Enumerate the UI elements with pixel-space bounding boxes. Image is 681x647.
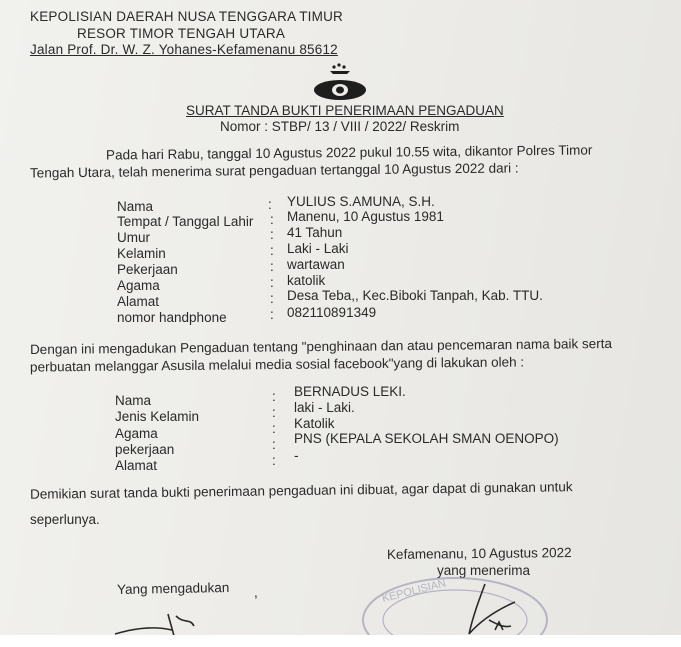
receiver-label: yang menerima bbox=[437, 563, 531, 578]
reported-religion-value: Katolik bbox=[294, 416, 335, 431]
colon: : bbox=[272, 453, 276, 468]
colon: : bbox=[270, 259, 274, 274]
receiver-signature-icon bbox=[445, 580, 535, 640]
reported-name-label: Nama bbox=[115, 393, 152, 408]
complainant-birth-label: Tempat / Tanggal Lahir bbox=[117, 214, 254, 229]
colon: : bbox=[268, 197, 272, 212]
colon: : bbox=[270, 212, 274, 227]
reported-address-value: - bbox=[294, 448, 299, 463]
colon: : bbox=[270, 307, 274, 322]
closing-line-1: Demikian surat tanda bukti penerimaan pengaduan ini dibuat, agar dapat di gunakan untuk bbox=[29, 479, 573, 502]
complainant-gender-label: Kelamin bbox=[117, 246, 166, 261]
intro-line-2: Tengah Utara, telah menerima surat pengaduan tertanggal 10 Agustus 2022 dari : bbox=[29, 160, 519, 181]
complainant-age-label: Umur bbox=[117, 230, 150, 245]
document-number: Nomor : STBP/ 13 / VIII / 2022/ Reskrim bbox=[220, 119, 460, 134]
colon: : bbox=[270, 291, 274, 306]
complainant-address-label: Alamat bbox=[117, 294, 160, 309]
colon: : bbox=[272, 421, 276, 436]
complaint-line-2: perbuatan melanggar Asusila melalui media sosial facebook"yang di lakukan oleh : bbox=[29, 354, 525, 375]
complainant-birth-value: Manenu, 10 Agustus 1981 bbox=[287, 209, 444, 224]
reported-gender-label: Jenis Kelamin bbox=[115, 409, 200, 424]
complainant-phone-value: 082110891349 bbox=[287, 305, 377, 320]
police-emblem-icon bbox=[312, 62, 368, 102]
colon: : bbox=[272, 437, 276, 452]
reported-gender-value: laki - Laki. bbox=[294, 400, 355, 415]
complainant-occupation-value: wartawan bbox=[287, 257, 345, 272]
complainant-gender-value: Laki - Laki bbox=[287, 241, 349, 256]
letterhead-line-1: KEPOLISIAN DAERAH NUSA TENGGARA TIMUR bbox=[30, 9, 343, 24]
complainant-age-value: 41 Tahun bbox=[287, 225, 343, 240]
complainant-name-label: Nama bbox=[117, 199, 154, 214]
complainant-phone-label: nomor handphone bbox=[117, 310, 227, 325]
reported-religion-label: Agama bbox=[115, 426, 158, 441]
complainant-occupation-label: Pekerjaan bbox=[117, 262, 178, 277]
document-title: SURAT TANDA BUKTI PENERIMAAN PENGADUAN bbox=[186, 103, 504, 118]
stamp-text: KEPOLISIAN bbox=[380, 577, 448, 605]
letterhead-line-2: RESOR TIMOR TENGAH UTARA bbox=[77, 26, 286, 41]
colon: : bbox=[270, 275, 274, 290]
complainant-address-value: Desa Teba,, Kec.Biboki Tanpah, Kab. TTU. bbox=[287, 288, 543, 303]
complainant-religion-label: Agama bbox=[117, 278, 160, 293]
colon: : bbox=[272, 405, 276, 420]
complainant-name-value: YULIUS S.AMUNA, S.H. bbox=[287, 194, 435, 209]
letterhead-address: Jalan Prof. Dr. W. Z. Yohanes-Kefamenanu 85612 bbox=[30, 42, 338, 57]
reported-name-value: BERNADUS LEKI. bbox=[294, 384, 406, 399]
complainant-religion-value: katolik bbox=[287, 273, 326, 288]
intro-line-1: Pada hari Rabu, tanggal 10 Agustus 2022 pukul 10.55 wita, dikantor Polres Timor bbox=[105, 142, 593, 163]
signature-place-date: Kefamenanu, 10 Agustus 2022 bbox=[386, 545, 572, 562]
complaint-line-1: Dengan ini mengadukan Pengaduan tentang "penghinaan dan atau pencemaran nama baik serta bbox=[29, 335, 613, 358]
reported-address-label: Alamat bbox=[115, 458, 158, 473]
reported-occupation-label: pekerjaan bbox=[115, 442, 175, 457]
reported-occupation-value: PNS (KEPALA SEKOLAH SMAN OENOPO) bbox=[294, 431, 559, 446]
colon: : bbox=[270, 243, 274, 258]
complainant-signature-label: Yang mengadukan bbox=[116, 580, 230, 597]
colon: : bbox=[272, 389, 276, 404]
bottom-edge bbox=[0, 635, 681, 647]
closing-line-2: seperlunya. bbox=[30, 512, 100, 527]
separator-comma: , bbox=[254, 585, 258, 600]
colon: : bbox=[270, 227, 274, 242]
